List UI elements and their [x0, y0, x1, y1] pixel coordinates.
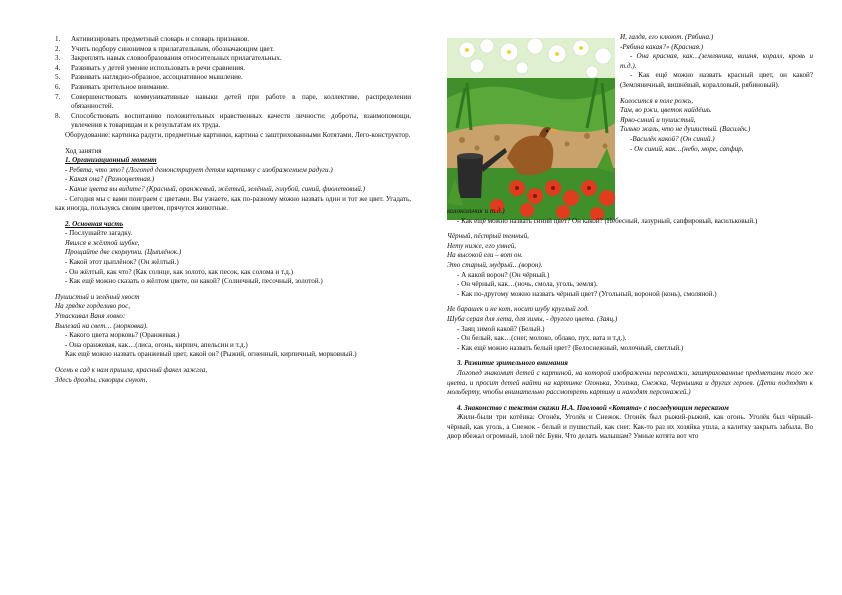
paragraph: - Сегодня мы с вами поиграем с цветами. Вы узнаете, как по-разному можно назвать один и тот же цвет. Угадать, как иногда, пользуясь своим цветом, прячутся животные.	[55, 194, 411, 213]
goal-text: Развивать у детей умение использовать в речи сравнения.	[71, 63, 246, 72]
goal-number: 6.	[55, 82, 61, 91]
paragraph: - Какого цвета морковь? (Оранжевая.)	[65, 331, 180, 340]
riddle-line: Это старый, мудрый…(ворон).	[447, 260, 543, 269]
garden-illustration	[447, 38, 615, 220]
paragraph: Как ещё можно назвать оранжевый цвет, какой он? (Рыжий, огненный, кирпичный, морковный.)	[65, 350, 357, 359]
goal-number: 2.	[55, 44, 61, 53]
paragraph: - А какой ворон? (Он чёрный.)	[457, 270, 550, 279]
riddle-line: Только жаль, что не душистый. (Василёк.)	[620, 125, 751, 134]
goals-list	[55, 35, 411, 131]
paragraph: - Она красная, как…(земляника, вишня, коралл, кровь и т.д.).	[620, 52, 813, 70]
riddle-intro: - Послушайте загадку.	[65, 229, 133, 238]
riddle-line: Пушистый и зелёный хвост	[55, 292, 140, 301]
riddle-line: Прощайте две скорлупки. (Цыплёнок.)	[65, 248, 182, 257]
paragraph: - Ребята, что это? (Логопед демонстрирует детям картинку с изображением радуги.)	[65, 165, 333, 174]
list-item	[55, 54, 411, 64]
right-main-column	[447, 207, 813, 442]
list-item	[55, 73, 411, 83]
paragraph: - Как по-другому можно назвать чёрный цвет? (Угольный, вороной (конь), смоляной.)	[457, 289, 717, 298]
equipment-text: Оборудование: картинка радуги, предметные картинки, картина с заштрихованными Котятами, Лего-конструктор.	[65, 130, 411, 139]
section-1-title: 1. Организационный момент	[65, 156, 157, 165]
riddle-raven	[447, 232, 813, 270]
section-2-title: 2. Основная часть	[65, 219, 124, 228]
goal-number: 5.	[55, 73, 61, 82]
section-3-text: Логопед знакомит детей с картиной, на которой изображены персонажи, заштрихованные предметами того же цвета, и просит детей найти на картинке Огонька, Уголька, Снежка, Чернышка и других героев. (Дети подходят к мольберту, чтобы внимательно рассмотреть картину и находят персонажей.)	[447, 368, 813, 397]
list-item	[55, 64, 411, 74]
riddle-cornflower	[620, 97, 813, 135]
goal-text: Развивать наглядно-образное, ассоциативное мышление.	[71, 73, 243, 82]
paragraph: - Она оранжевая, как…(лиса, огонь, кирпич, апельсин и т.д.)	[65, 340, 248, 349]
section-4-title: 4. Знакомство с текстом сказки Н.А. Павловой «Котята» с последующим пересказом	[457, 403, 729, 412]
riddle-line: Утаскивал Ваня ловко:	[55, 312, 126, 321]
goal-number: 1.	[55, 35, 61, 43]
goal-text: Способствовать воспитанию положительных нравственных качеств личности: доброты, взаимопомощи, увлечения к товарищам и к результатам их труда.	[71, 111, 411, 130]
list-item	[55, 93, 411, 112]
riddle-rowan	[55, 366, 411, 385]
riddle-line: На высокой ели – вот он.	[447, 251, 523, 260]
paragraph: - Он чёрный, как…(ночь, смола, уголь, земля).	[457, 280, 598, 289]
garden-picture	[447, 38, 615, 220]
left-column	[55, 35, 411, 385]
paragraph: - Он синий, как…(небо, море, сапфир,	[630, 144, 744, 153]
riddle-line: Чёрный, пёстрый темный,	[447, 232, 529, 241]
goal-number: 7.	[55, 92, 61, 101]
riddle-chick	[55, 239, 411, 258]
list-item	[55, 83, 411, 93]
riddle-line: Колосится в поле рожь,	[620, 96, 694, 105]
paragraph: - Как ещё можно сказать о жёлтом цвете, он какой? (Солнечный, песочный, золотой.)	[65, 277, 323, 286]
riddle-carrot	[55, 293, 411, 331]
riddle-line: Вылезай на свет… (морковка).	[55, 321, 148, 330]
riddle-line: Здесь дрозды, скворцы снуют,	[55, 375, 148, 384]
riddle-line: Там, во ржи, цветок найдёшь.	[620, 106, 712, 115]
section-4-text: Жили-были три котёнка: Огонёк, Уголёк и Снежок. Огонёк был рыжий-рыжий, как огонь. Уголёк был чёрный-чёрный, как уголь, а Снежок - белый и пушистый, как снег. Как-то раз их хозяйка ушла, а калитку закрыть забыла. Во двор вбежал огромный, злой пёс Буян. Что делать малышам? Умные котята вот что	[447, 413, 813, 441]
riddle-line: На грядке горделиво рос,	[55, 302, 130, 311]
goal-number: 3.	[55, 54, 61, 63]
paragraph: - Как ещё можно назвать синий цвет? Он какой? (Небесный, лазурный, сапфировый, васильковый.)	[457, 216, 758, 225]
course-title: Ход занятия	[65, 146, 102, 155]
list-item	[55, 112, 411, 131]
list-item	[55, 45, 411, 55]
paragraph: колокольчик и т.д.)	[447, 207, 505, 215]
paragraph: - Как ещё можно назвать красный цвет, он какой? (Земляничный, вишнёвый, коралловый, рябиновый).	[620, 71, 813, 89]
paragraph: - Как ещё можно назвать белый цвет? (Белоснежный, молочный, светлый.)	[457, 343, 684, 352]
goal-text: Закреплять навык словообразования относительных прилагательных.	[71, 54, 282, 63]
goal-text: Учить подбору синонимов к прилагательным, обозначающим цвет.	[71, 44, 275, 53]
paragraph: - Он белый, как…(снег, молоко, облако, пух, вата и т.д.).	[457, 334, 627, 343]
paragraph: -Василёк какой? (Он синий.)	[630, 134, 715, 143]
goal-text: Активизировать предметный словарь и словарь признаков.	[71, 35, 250, 43]
goal-number: 4.	[55, 63, 61, 72]
riddle-hare	[447, 305, 813, 324]
list-item	[55, 35, 411, 45]
section-1-body	[55, 166, 411, 214]
goal-text: Совершенствовать коммуникативные навыки детей при работе в паре, коллективе, распределении обязанностей.	[71, 92, 411, 111]
riddle-line: Нету ниже, его умней,	[447, 241, 517, 250]
riddle-line: Шуба серая для лета, для зимы, - другого цвета. (Заяц.)	[447, 314, 618, 323]
right-top-column	[620, 33, 813, 154]
riddle-line: Явился в жёлтой шубке,	[65, 238, 140, 247]
paragraph: - Он жёлтый, как что? (Как солнце, как золото, как песок, как солома и т.д.)	[65, 267, 293, 276]
goal-number: 8.	[55, 111, 61, 120]
goal-text: Развивать зрительное внимание.	[71, 82, 169, 91]
riddle-line: Осень в сад к нам пришла, красный факел зажгла,	[55, 366, 208, 374]
riddle-line: Ярко-синий и пушистый,	[620, 115, 696, 124]
riddle-line: И, галдя, его клюют. (Рябина.)	[620, 33, 714, 41]
paragraph: - Какие цвета вы видите? (Красный, оранжевый, жёлтый, зелёный, голубой, синий, фиолетовый.)	[65, 184, 365, 193]
paragraph: - Какой этот цыплёнок? (Он жёлтый.)	[65, 258, 179, 267]
section-3-title: 3. Развитие зрительного внимания	[457, 359, 568, 368]
paragraph: - Какая она? (Разноцветная.)	[65, 175, 155, 184]
paragraph: - Заяц зимой какой? (Белый.)	[457, 324, 545, 333]
paragraph: -Рябина какая?» (Красная.)	[620, 42, 704, 51]
riddle-line: Не барашек и не кот, носит шубу круглый год.	[447, 305, 590, 314]
